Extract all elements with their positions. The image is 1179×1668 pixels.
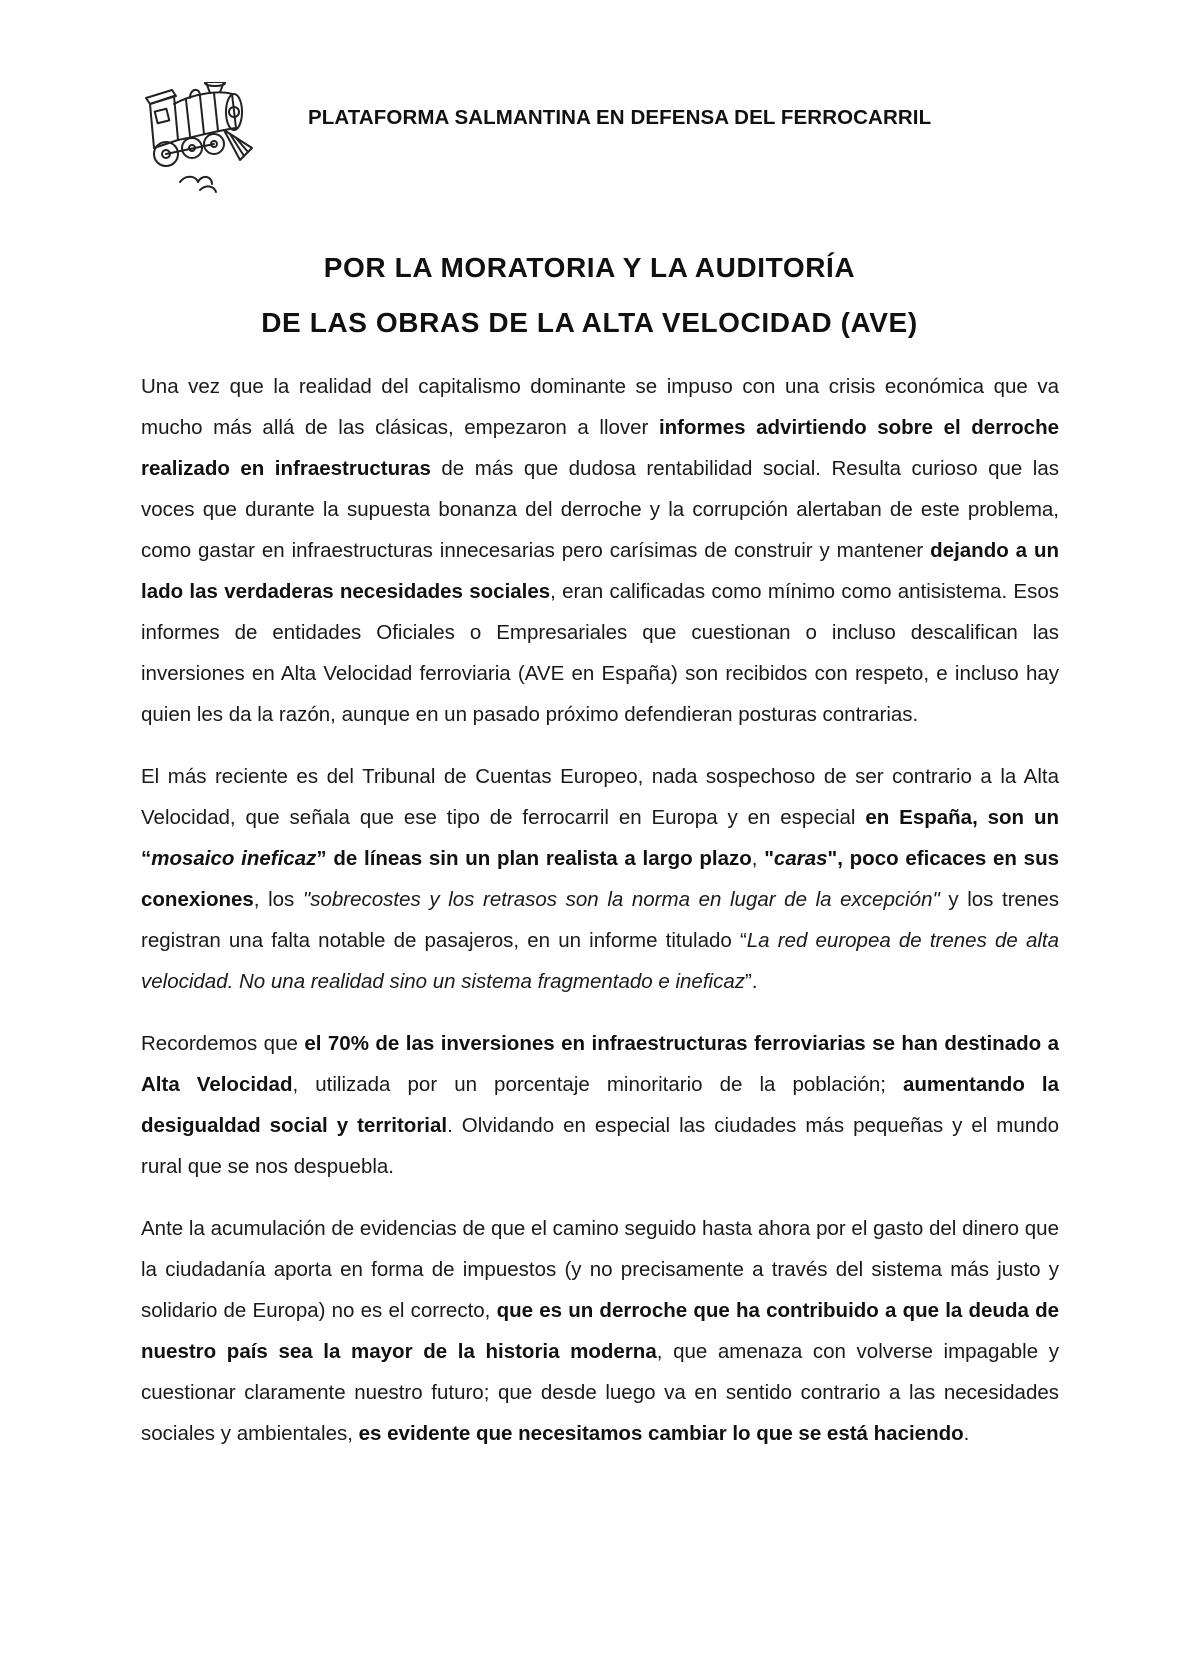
paragraph-3 (141, 1023, 1059, 1187)
text-run: . (963, 1422, 970, 1445)
text-run: Recordemos que (141, 1032, 305, 1055)
text-run: Una vez que la realidad del capitalismo dominante se impuso con una crisis económica que va mucho más allá de las clásicas, empezaron a llover (141, 375, 1059, 439)
bold-run: aumentando la desigualdad social y territorial (141, 1073, 1059, 1137)
bold-italic-run: mosaico ineficaz (151, 847, 317, 870)
text-run: ”. (744, 970, 758, 993)
paragraph-1 (141, 366, 1059, 735)
document-title-line-2: DE LAS OBRAS DE LA ALTA VELOCIDAD (AVE) (261, 307, 918, 338)
bold-run: " (764, 847, 774, 870)
bold-run: dejando a un lado las verdaderas necesidades sociales (141, 539, 1059, 603)
document-title-line-1: POR LA MORATORIA Y LA AUDITORÍA (323, 252, 856, 283)
bold-run: ", poco eficaces en sus conexiones (141, 847, 1059, 911)
organization-name: PLATAFORMA SALMANTINA EN DEFENSA DEL FERROCARRIL (308, 106, 932, 129)
bold-run: ” de líneas sin un plan realista a largo plazo (316, 847, 752, 870)
italic-run: "sobrecostes y los retrasos son la norma en lugar de la excepción" (302, 888, 940, 911)
bold-italic-run: caras (773, 847, 828, 870)
bold-run: que es un derroche que ha contribuido a que la deuda de nuestro país sea la mayor de la historia moderna (141, 1299, 1059, 1363)
text-run: , utilizada por un porcentaje minoritario de la población; (292, 1073, 903, 1096)
paragraph-4 (141, 1208, 1059, 1454)
text-run: El más reciente es del Tribunal de Cuentas Europeo, nada sospechoso de ser contrario a la Alta Velocidad, que señala que ese tipo de ferrocarril en Europa y en especial (141, 765, 1059, 829)
bold-run: en España, son un “ (141, 806, 1059, 870)
train-locomotive-icon (140, 82, 255, 194)
text-run: de más que dudosa rentabilidad social. Resulta curioso que las voces que durante la supuesta bonanza del derroche y la corrupción alertaban de este problema, como gastar en infraestructuras innecesarias pero carísimas de construir y mantener (141, 457, 1060, 562)
text-run: Ante la acumulación de evidencias de que el camino seguido hasta ahora por el gasto del dinero que la ciudadanía aporta en forma de impuestos (y no precisamente a través del sistema más justo y solidario de Europa) no es el correcto, (141, 1217, 1059, 1322)
document-body (141, 366, 1059, 1475)
bold-run: el 70% de las inversiones en infraestructuras ferroviarias se han destinado a Alta Velocidad (141, 1032, 1060, 1096)
text-run: , que amenaza con volverse impagable y cuestionar claramente nuestro futuro; que desde luego va en sentido contrario a las necesidades sociales y ambientales, (141, 1340, 1059, 1445)
bold-run: informes advirtiendo sobre el derroche realizado en infraestructuras (141, 416, 1059, 480)
text-run: , los (253, 888, 303, 911)
italic-run: La red europea de trenes de alta velocidad. No una realidad sino un sistema fragmentado e ineficaz (141, 929, 1059, 993)
text-run: y los trenes registran una falta notable de pasajeros, en un informe titulado “ (141, 888, 1059, 952)
bold-run: es evidente que necesitamos cambiar lo que se está haciendo (358, 1422, 964, 1445)
text-run: , (751, 847, 765, 870)
text-run: , eran calificadas como mínimo como antisistema. Esos informes de entidades Oficiales o Empresariales que cuestionan o incluso descalifican las inversiones en Alta Velocidad ferroviaria (AVE en España) son recibidos con respeto, e incluso hay quien les da la razón, aunque en un pasado próximo defendieran posturas contrarias. (141, 580, 1059, 726)
text-run: . Olvidando en especial las ciudades más pequeñas y el mundo rural que se nos despuebla. (141, 1114, 1059, 1178)
paragraph-2 (141, 756, 1059, 1002)
